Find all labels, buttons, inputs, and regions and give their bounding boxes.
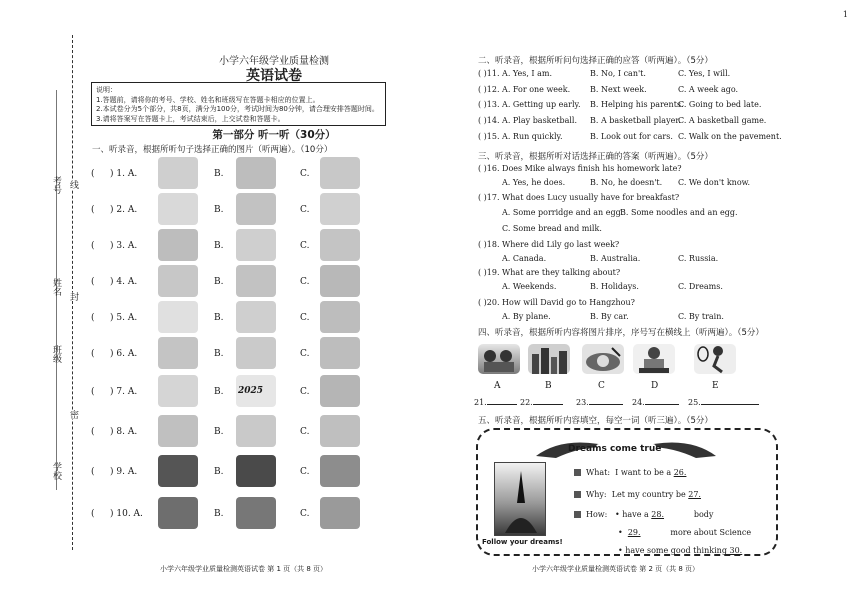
question-number: ) 5. A. bbox=[110, 313, 138, 323]
option-c: C. Yes, I will. bbox=[678, 69, 731, 78]
option-c-label: C. bbox=[300, 349, 310, 359]
sorting-picture-c bbox=[582, 344, 624, 374]
how3-pre: • have some good thinking bbox=[618, 546, 727, 555]
dream-fill-box bbox=[476, 428, 778, 556]
question-row-6 bbox=[88, 337, 378, 371]
blank-number: 22. bbox=[520, 398, 533, 407]
checkbox-icon bbox=[574, 469, 581, 476]
option-c: C. A basketball game. bbox=[678, 116, 767, 125]
option-a: A. Some porridge and an egg. bbox=[502, 208, 624, 217]
seal-char-secret: 密 bbox=[68, 410, 78, 419]
option-c: C. We don't know. bbox=[678, 178, 751, 187]
question-stem: ( )18. Where did Lily go last week? bbox=[478, 240, 620, 249]
option-b: B. Holidays. bbox=[590, 282, 639, 291]
seal-char-seal: 封 bbox=[68, 292, 78, 301]
option-b-label: B. bbox=[214, 427, 224, 437]
question-row-7 bbox=[88, 375, 378, 409]
option-b-picture bbox=[236, 415, 276, 447]
section-one-title: 一、听录音，根据所听句子选择正确的图片（听两遍）。（10分） bbox=[92, 145, 333, 155]
dream-line-how bbox=[574, 510, 713, 519]
option-a-picture bbox=[158, 497, 198, 529]
option-c-label: C. bbox=[300, 467, 310, 477]
option-b-picture bbox=[236, 455, 276, 487]
question-stem: ( )12. A. For one week. bbox=[478, 85, 571, 94]
option-c: C. Russia. bbox=[678, 254, 719, 263]
binding-margin bbox=[0, 0, 90, 609]
answer-paren[interactable]: ( bbox=[91, 241, 95, 251]
option-c-label: C. bbox=[300, 205, 310, 215]
option-b-label: B. bbox=[214, 241, 224, 251]
dream-line-how-2: • 29. more about Science bbox=[618, 528, 752, 537]
option-a-picture bbox=[158, 415, 198, 447]
option-b: B. Helping his parents. bbox=[590, 100, 684, 109]
option-b: B. Look out for cars. bbox=[590, 132, 673, 141]
picture-year-text: 2025 bbox=[238, 386, 264, 396]
page-1 bbox=[88, 0, 460, 609]
dream-line-what bbox=[574, 468, 714, 477]
why-text: Let my country be bbox=[611, 490, 686, 499]
option-c-picture bbox=[320, 157, 360, 189]
option-c-picture bbox=[320, 455, 360, 487]
answer-paren[interactable]: ( bbox=[91, 277, 95, 287]
answer-paren[interactable]: ( bbox=[91, 349, 95, 359]
question-stem: ( )15. A. Run quickly. bbox=[478, 132, 563, 141]
class-label: 班级 bbox=[51, 345, 61, 363]
option-b-label: B. bbox=[214, 205, 224, 215]
sorting-label-b: B bbox=[545, 381, 552, 391]
option-c-picture bbox=[320, 415, 360, 447]
option-c: C. Walk on the pavement. bbox=[678, 132, 782, 141]
question-row-2 bbox=[88, 193, 378, 227]
answer-paren[interactable]: ( bbox=[91, 169, 95, 179]
option-b-picture bbox=[236, 497, 276, 529]
option-a-picture bbox=[158, 301, 198, 333]
question-row-8 bbox=[88, 415, 378, 449]
option-a: A. Canada. bbox=[502, 254, 547, 263]
option-b-picture bbox=[236, 301, 276, 333]
option-c-label: C. bbox=[300, 169, 310, 179]
option-b-label: B. bbox=[214, 387, 224, 397]
section-three-title: 三、听录音，根据所听对话选择正确的答案（听两遍）。（5分） bbox=[478, 152, 713, 162]
option-c-picture bbox=[320, 265, 360, 297]
question-stem: ( )14. A. Play basketball. bbox=[478, 116, 578, 125]
option-b-picture bbox=[236, 193, 276, 225]
question-number: ) 6. A. bbox=[110, 349, 138, 359]
answer-paren[interactable]: ( bbox=[91, 427, 95, 437]
question-stem: ( )16. Does Mike always finish his homework late? bbox=[478, 164, 682, 173]
option-b-picture bbox=[236, 229, 276, 261]
how1-pre: • have a bbox=[614, 510, 649, 519]
checkbox-icon bbox=[574, 511, 581, 518]
answer-paren[interactable]: ( bbox=[91, 467, 95, 477]
question-row-1 bbox=[88, 157, 378, 191]
option-b-picture bbox=[236, 337, 276, 369]
sorting-label-d: D bbox=[651, 381, 659, 391]
what-text: I want to be a bbox=[615, 468, 672, 477]
option-c: C. Dreams. bbox=[678, 282, 723, 291]
option-b-label: B. bbox=[214, 509, 224, 519]
option-a: A. Weekends. bbox=[502, 282, 557, 291]
answer-blank-22[interactable] bbox=[520, 398, 563, 407]
option-c-label: C. bbox=[300, 313, 310, 323]
exam-header-title: 小学六年级学业质量检测 bbox=[219, 56, 329, 67]
option-c: C. Going to bed late. bbox=[678, 100, 762, 109]
option-c-picture bbox=[320, 301, 360, 333]
option-b-label: B. bbox=[214, 349, 224, 359]
option-c-picture bbox=[320, 337, 360, 369]
option-c: C. Some bread and milk. bbox=[502, 224, 602, 233]
sorting-picture-d bbox=[633, 344, 675, 374]
option-a-picture bbox=[158, 265, 198, 297]
question-number: ) 9. A. bbox=[110, 467, 138, 477]
option-b-picture bbox=[236, 157, 276, 189]
option-a-picture bbox=[158, 337, 198, 369]
sorting-picture-a bbox=[478, 344, 520, 374]
question-number: ) 3. A. bbox=[110, 241, 138, 251]
option-a-picture bbox=[158, 157, 198, 189]
dream-line-how-3 bbox=[618, 546, 770, 555]
question-number: ) 7. A. bbox=[110, 387, 138, 397]
answer-paren[interactable]: ( bbox=[91, 387, 95, 397]
dream-title: Dreams come true bbox=[568, 444, 662, 454]
option-a-picture bbox=[158, 229, 198, 261]
blank-number: 21. bbox=[474, 398, 487, 407]
seal-char-line: 线 bbox=[68, 180, 78, 189]
option-c-picture bbox=[320, 375, 360, 407]
how1-post: body bbox=[693, 510, 714, 519]
answer-blank-24[interactable] bbox=[632, 398, 679, 407]
answer-blank-28[interactable]: 28. bbox=[651, 510, 665, 519]
question-number: ) 1. A. bbox=[110, 169, 138, 179]
option-b-label: B. bbox=[214, 313, 224, 323]
what-label: What: bbox=[586, 468, 611, 477]
sorting-label-c: C bbox=[598, 381, 605, 391]
option-b-picture bbox=[236, 265, 276, 297]
option-a: A. By plane. bbox=[502, 312, 551, 321]
sorting-label-a: A bbox=[494, 381, 501, 391]
option-c-label: C. bbox=[300, 509, 310, 519]
question-stem: ( )19. What are they talking about? bbox=[478, 268, 621, 277]
option-c-picture bbox=[320, 229, 360, 261]
dream-line-why bbox=[574, 490, 728, 499]
checkbox-icon bbox=[574, 491, 581, 498]
option-b: B. Australia. bbox=[590, 254, 641, 263]
option-b-label: B. bbox=[214, 169, 224, 179]
answer-blank-21[interactable] bbox=[474, 398, 517, 407]
why-label: Why: bbox=[586, 490, 607, 499]
option-c: C. A week ago. bbox=[678, 85, 739, 94]
blank-number: 25. bbox=[688, 398, 701, 407]
instruction-line: 2.本试卷分为5个部分，共8页，满分为100分，考试时间为80分钟，请合理安排答题时间。 bbox=[96, 105, 379, 113]
option-a-picture bbox=[158, 375, 198, 407]
question-row-5 bbox=[88, 301, 378, 335]
exam-subject-title: 英语试卷 bbox=[246, 68, 302, 84]
question-stem: ( )17. What does Lucy usually have for breakfast? bbox=[478, 193, 680, 202]
name-label: 姓名 bbox=[51, 278, 61, 296]
option-c-label: C. bbox=[300, 241, 310, 251]
exam-number-label: 考号 bbox=[51, 176, 61, 194]
section-two-title: 二、听录音，根据所听问句选择正确的应答（听两遍）。（5分） bbox=[478, 56, 713, 66]
option-a: A. Yes, he does. bbox=[502, 178, 566, 187]
answer-blank-27[interactable]: 27. bbox=[688, 490, 701, 499]
option-b-label: B. bbox=[214, 277, 224, 287]
option-b-label: B. bbox=[214, 467, 224, 477]
option-a-picture bbox=[158, 193, 198, 225]
instructions-box bbox=[91, 82, 386, 126]
option-c-picture bbox=[320, 497, 360, 529]
page-1-footer: 小学六年级学业质量检测英语试卷 第 1 页（共 8 页） bbox=[160, 565, 328, 573]
page-2 bbox=[470, 0, 850, 609]
instructions-heading: 说明： bbox=[96, 86, 117, 94]
page-marker: 1 bbox=[842, 10, 848, 19]
option-c-label: C. bbox=[300, 427, 310, 437]
question-number: ) 8. A. bbox=[110, 427, 138, 437]
option-c-label: C. bbox=[300, 387, 310, 397]
how2-post: more about Science bbox=[670, 528, 752, 537]
answer-paren[interactable]: ( bbox=[91, 313, 95, 323]
option-c-label: C. bbox=[300, 277, 310, 287]
option-c: C. By train. bbox=[678, 312, 724, 321]
poster-caption: Follow your dreams! bbox=[482, 538, 563, 546]
section-four-title: 四、听录音，根据所听内容将图片排序，序号写在横线上（听两遍）。（5分） bbox=[478, 328, 764, 338]
school-label: 学校 bbox=[51, 462, 61, 480]
option-c-picture bbox=[320, 193, 360, 225]
question-stem: ( )20. How will David go to Hangzhou? bbox=[478, 298, 635, 307]
question-stem: ( )13. A. Getting up early. bbox=[478, 100, 581, 109]
option-b: B. Some noodles and an egg. bbox=[620, 208, 738, 217]
blank-number: 24. bbox=[632, 398, 645, 407]
question-row-9 bbox=[88, 455, 378, 489]
question-number: ) 4. A. bbox=[110, 277, 138, 287]
page-2-footer: 小学六年级学业质量检测英语试卷 第 2 页（共 8 页） bbox=[532, 565, 700, 573]
sorting-picture-e bbox=[694, 344, 736, 374]
answer-blank-30[interactable]: 30. bbox=[729, 546, 743, 555]
option-a-picture bbox=[158, 455, 198, 487]
question-row-3 bbox=[88, 229, 378, 263]
answer-blank-26[interactable]: 26. bbox=[673, 468, 687, 477]
part-one-title: 第一部分 听一听（30分） bbox=[212, 129, 336, 141]
option-b: B. Next week. bbox=[590, 85, 647, 94]
question-number: ) 10. A. bbox=[110, 509, 143, 519]
question-row-10 bbox=[88, 497, 378, 531]
question-number: ) 2. A. bbox=[110, 205, 138, 215]
answer-paren[interactable]: ( bbox=[91, 509, 95, 519]
option-b: B. By car. bbox=[590, 312, 629, 321]
answer-blank-29[interactable]: 29. bbox=[627, 528, 641, 537]
dream-poster-image bbox=[494, 462, 546, 536]
option-b: B. A basketball player. bbox=[590, 116, 681, 125]
answer-blank-25[interactable] bbox=[688, 398, 759, 407]
sorting-label-e: E bbox=[712, 381, 719, 391]
section-five-title: 五、听录音，根据所听内容填空，每空一词（听三遍）。（5分） bbox=[478, 416, 713, 426]
blank-number: 23. bbox=[576, 398, 589, 407]
instruction-line: 3.请将答案写在答题卡上，考试结束后，上交试卷和答题卡。 bbox=[96, 114, 285, 123]
option-b: B. No, he doesn't. bbox=[590, 178, 663, 187]
how-label: How: bbox=[586, 510, 608, 519]
question-row-4 bbox=[88, 265, 378, 299]
answer-blank-23[interactable] bbox=[576, 398, 623, 407]
option-b: B. No, I can't. bbox=[590, 69, 646, 78]
sorting-picture-b bbox=[528, 344, 570, 374]
instruction-line: 1.答题前，请将你的考号、学校、姓名和班级写在答题卡相应的位置上。 bbox=[96, 95, 320, 104]
answer-paren[interactable]: ( bbox=[91, 205, 95, 215]
question-stem: ( )11. A. Yes, I am. bbox=[478, 69, 553, 78]
